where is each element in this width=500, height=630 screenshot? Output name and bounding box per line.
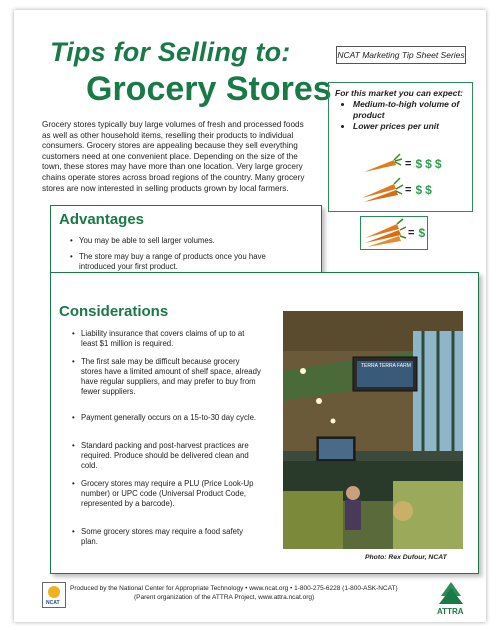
title-line-2: Grocery Stores [86, 70, 332, 108]
footer-line-1: Produced by the National Center for Appropriate Technology • www.ncat.org • 1-800-275-6228 (1-800-ASK-NCAT) [70, 585, 398, 592]
footer-text [70, 584, 398, 602]
dollar-icon: $ [425, 183, 432, 197]
attra-logo [431, 578, 471, 618]
expect-item: • Lower prices per unit [353, 121, 472, 132]
footer-line-2: (Parent organization of the ATTRA Project, www.attra.ncat.org) [134, 594, 315, 601]
equals-sign: = [405, 184, 412, 196]
grocery-store-photo [283, 311, 463, 549]
expect-list [343, 99, 472, 132]
consideration-item: • Some grocery stores may require a food safety plan. [81, 527, 261, 547]
consideration-item: • Liability insurance that covers claims of up to at least $1 million is required. [81, 329, 261, 349]
expect-item: • Medium-to-high volume of product [353, 99, 472, 121]
consideration-item: • Payment generally occurs on a 15-to-30 day cycle. [81, 413, 261, 423]
advantages-title: Advantages [59, 211, 145, 228]
ncat-logo-text: NCAT [46, 600, 60, 606]
advantage-item: • The store may buy a range of products once you have introduced your first product. [79, 252, 299, 272]
expect-title: For this market you can expect: [335, 88, 464, 98]
tip-sheet-page [14, 10, 486, 622]
series-label: NCAT Marketing Tip Sheet Series [336, 46, 466, 64]
consideration-item: • Standard packing and post-harvest practices are required. Produce should be delivered clean and cold. [81, 441, 261, 471]
dollar-icon: $ [425, 157, 432, 171]
dollar-icon: $ [415, 183, 423, 197]
carrot-row-1 [360, 152, 442, 176]
equals-sign: = [408, 227, 415, 239]
attra-logo-text: ATTRA [437, 607, 464, 616]
store-interior-illustration [283, 311, 463, 549]
considerations-card [50, 272, 479, 574]
carrot-bunch-icon [360, 176, 404, 204]
intro-paragraph: Grocery stores typically buy large volumes of fresh and processed foods as well as other household items, reselling their products to individual consumers. Grocery stores are appealing because they sell everything customers need at one convenient place. Depending on the size of the town, these stores may have more than one location. Very large grocery chains operate stores across broad regions of the country. Many grocery stores are now interested in selling products grown by local farmers. [42, 120, 305, 193]
dollar-icon: $ [434, 157, 442, 171]
carrot-icon [360, 152, 404, 176]
photo-credit: Photo: Rex Dufour, NCAT [365, 554, 447, 561]
carrot-row-3 [360, 216, 428, 250]
carrot-bulk-icon [363, 218, 407, 248]
consideration-item: • Grocery stores may require a PLU (Price Look-Up number) or UPC code (Universal Product Code, represented by a barcode). [81, 479, 261, 509]
dollar-icon: $ [415, 157, 423, 171]
advantage-item: • You may be able to sell larger volumes. [79, 236, 309, 246]
ncat-logo [42, 582, 66, 608]
equals-sign: = [405, 158, 412, 170]
consideration-item: • The first sale may be difficult because grocery stores have a limited amount of shelf space, already have regular suppliers, and may prefer to buy from fewer suppliers. [81, 357, 261, 397]
bulk-carrot-frame [360, 216, 428, 250]
carrot-row-2 [360, 176, 432, 204]
dollar-icon: $ [418, 226, 426, 240]
title-line-1: Tips for Selling to: [50, 37, 291, 67]
photo-sign-text: TERRA TERRA FARM [361, 363, 411, 369]
attra-tree-icon [431, 578, 471, 618]
considerations-title: Considerations [59, 303, 169, 320]
ncat-sun-icon [43, 583, 65, 607]
